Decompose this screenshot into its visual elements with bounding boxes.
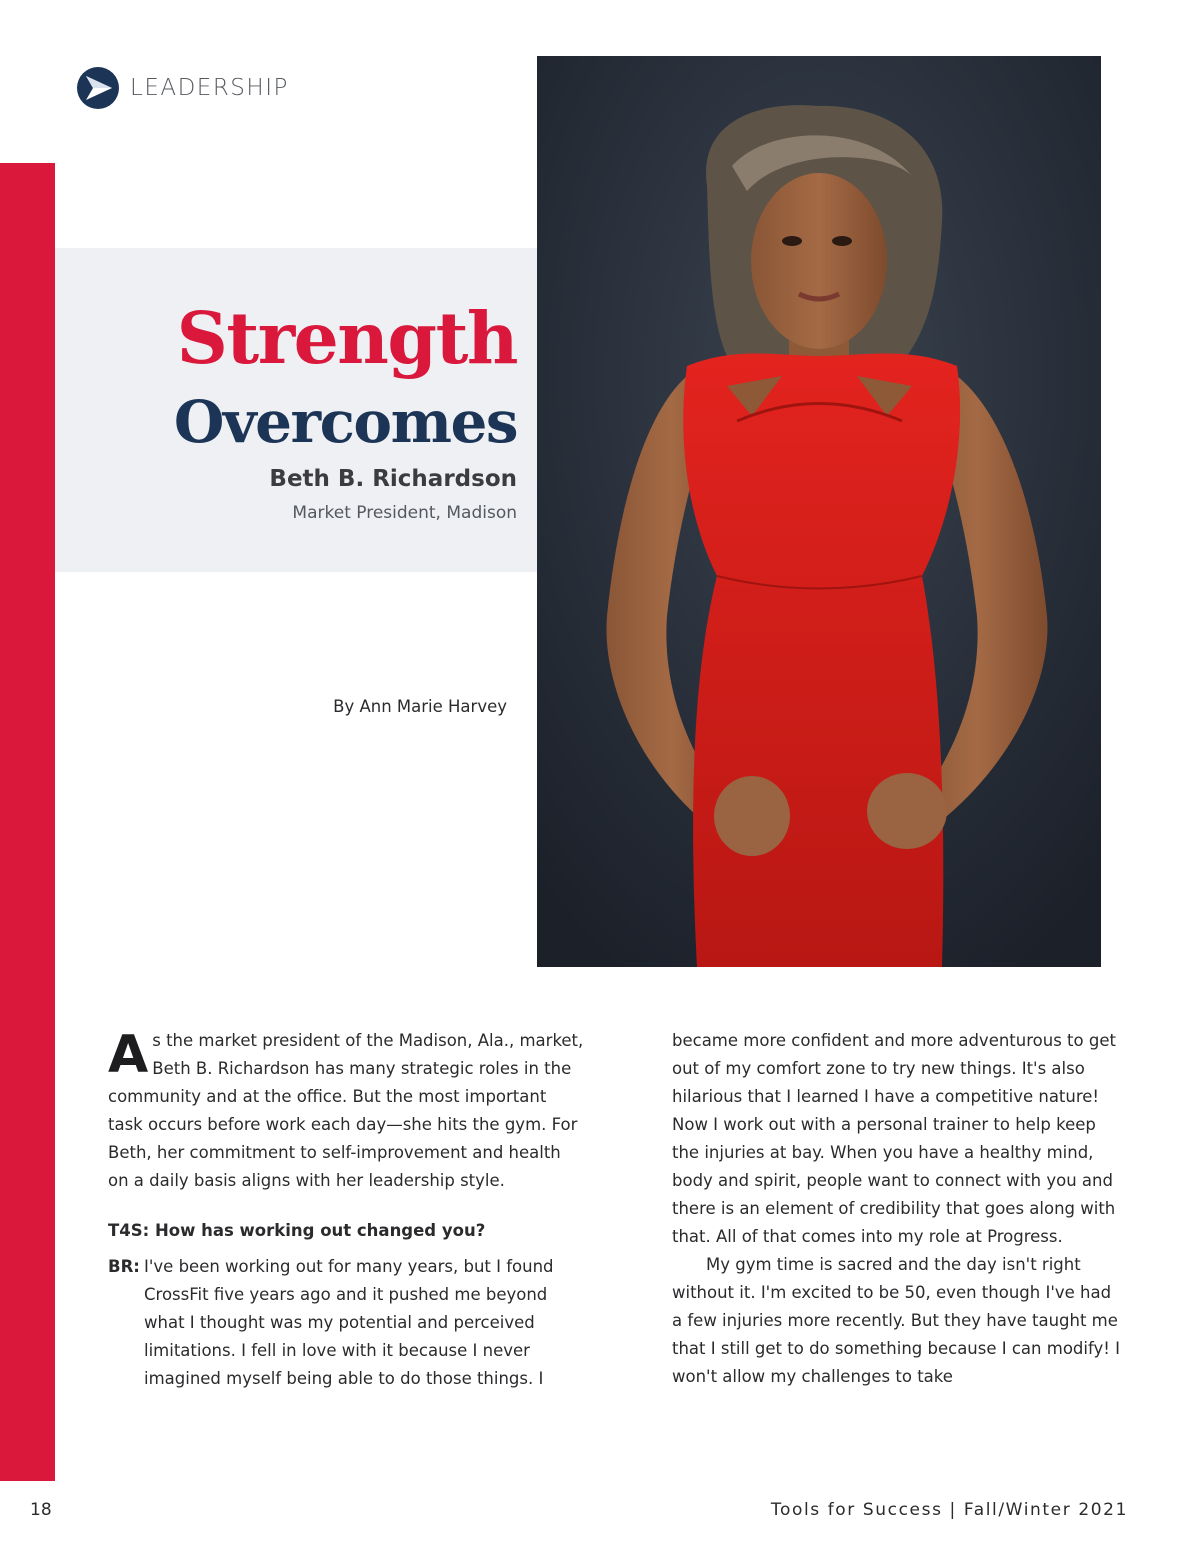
article-column-right bbox=[672, 1027, 1120, 1391]
play-arrow-circle-icon bbox=[76, 66, 120, 110]
intro-paragraph bbox=[108, 1027, 586, 1195]
publication-footer: Tools for Success | Fall/Winter 2021 bbox=[770, 1500, 1128, 1520]
article-title-line1: Strength bbox=[176, 296, 517, 380]
accent-red-bar bbox=[0, 163, 55, 1481]
right-paragraph-2: My gym time is sacred and the day isn't right without it. I'm excited to be 50, even though I've had a few injuries more recently. But they have taught me that I still get to do something because I can modify! I won't allow my challenges to take bbox=[672, 1255, 1120, 1386]
right-paragraph-1: became more confident and more adventurous to get out of my comfort zone to try new things. It's also hilarious that I learned I have a competitive nature! Now I work out with a personal trainer to help keep the injuries at bay. When you have a healthy mind, body and spirit, people want to connect with you and there is an element of credibility that goes along with that. All of that comes into my role at Progress. bbox=[672, 1031, 1116, 1246]
interview-answer bbox=[108, 1253, 586, 1393]
intro-text: s the market president of the Madison, Ala., market, Beth B. Richardson has many strategic roles in the community and at the office. But the most important task occurs before work each day—she hits the gym. For Beth, her commitment to self-improvement and health on a daily basis aligns with her leadership style. bbox=[108, 1031, 584, 1190]
dropcap: A bbox=[108, 1025, 149, 1085]
subject-name: Beth B. Richardson bbox=[269, 466, 517, 492]
article-column-left bbox=[108, 1027, 586, 1393]
answer-label: BR: bbox=[108, 1257, 140, 1276]
article-title-line2: Overcomes bbox=[173, 388, 517, 456]
section-label: LEADERSHIP bbox=[130, 75, 289, 101]
answer-text: I've been working out for many years, but I found CrossFit five years ago and it pushed me beyond what I thought was my potential and perceived limitations. I fell in love with it because I never imagined myself being able to do those things. I bbox=[144, 1257, 554, 1388]
interview-question: T4S: How has working out changed you? bbox=[108, 1221, 486, 1240]
subject-position: Market President, Madison bbox=[292, 503, 517, 523]
portrait-photo bbox=[537, 56, 1101, 967]
section-header bbox=[76, 66, 289, 110]
page-number: 18 bbox=[30, 1500, 52, 1520]
author-byline: By Ann Marie Harvey bbox=[333, 697, 507, 716]
